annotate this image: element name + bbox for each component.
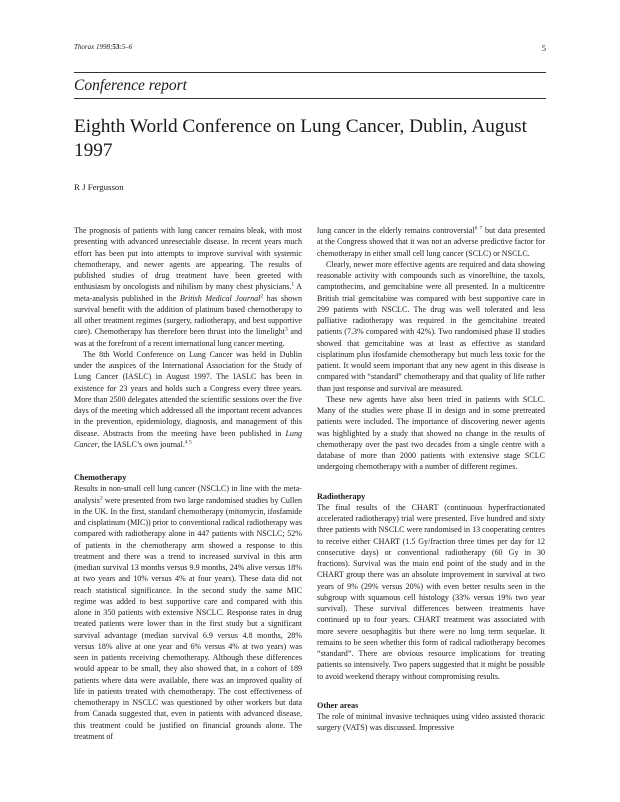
text-run: The prognosis of patients with lung cancer remains bleak, with most presenting with advanced unresectable disease. In recent years much effort has been put into attempts to improve survival with systemic chemotherapy, and newer agents are appearing. The results of published studies of drug treatment have been greeted with enthusiasm by oncologists and nihilism by many chest physicians. [74,226,302,292]
ref-sup: 6 7 [474,225,483,232]
other-areas-heading: Other areas [317,700,359,710]
text-run: lung cancer in the elderly remains controversial [317,226,475,235]
text-run: but data presented at the Congress showed that it was not an adverse predictive factor for chemotherapy in either small cell lung cancer (SCLC) or NSCLC. [317,226,546,258]
elderly-paragraph [317,225,545,259]
ref-sup: 3 [285,326,288,333]
ref-sup: 2 [260,292,264,299]
running-header-citation [74,43,132,51]
citation-year: 1998; [95,43,113,51]
journal-italic: British Medical Journal [179,293,261,303]
ref-sup: 2 [99,494,103,501]
author: R J Fergusson [74,182,124,192]
intro-paragraph-1 [74,225,302,349]
radiotherapy-paragraph: The final results of the CHART (continuous hyperfractionated accelerated radiotherapy) trial were presented. Five hundred and sixty three patients with NSCLC were randomised in 13 cooperating centres to receive either CHART (1.5 Gy/fraction three times per day for 12 consecutive days) or conventional radiotherapy (60 Gy in 30 fractions). Survival was the main end point of the study and in the CHART group there was an absolute improvement in survival at two years of 9% (29% versus 20%) with even better results seen in the subgroup with squamous cell histology (33% versus 19% two year survival). These survival differences between treatments have continued up to four years. CHART treatment was associated with more severe oesophagitis but there were no long term sequelae. It remains to be seen whether this form of radical radiotherapy becomes “standard”. There are obvious resource implications for treating patients so intensively. Two papers suggested that it might be possible to avoid weekend therapy without compromising results. [317,502,545,681]
article-title: Eighth World Conference on Lung Cancer, Dublin, August 1997 [74,116,528,161]
right-column [317,225,545,734]
journal-italic: Lung Cancer [74,428,302,449]
left-column [74,225,302,742]
chemotherapy-paragraph [74,483,302,742]
ref-sup: 1 [291,281,295,288]
sclc-agents-paragraph: These new agents have also been tried in patients with SCLC. Many of the studies were phase II in design and in some pretreated patients were included. The importance of discovering newer agents was highlighted by a study that showed no change in the results of chemotherapy over the past two decades from a single centre with a database of more than 2000 patients with extensive stage SCLC undergoing chemotherapy with a number of different regimes. [317,394,545,472]
text-run: , the IASLC’s own journal. [97,439,185,449]
journal-name: Thorax [74,43,95,51]
header-rule [74,72,546,73]
citation-volume: 53 [112,43,120,51]
text-run: were presented from two large randomised studies by Cullen in the UK. In the first, standard chemotherapy (mitomycin, ifosfamide and cisplatinum (MIC)) prior to conventional radical radiotherapy was compared with radiotherapy alone in 447 patients with NSCLC; 52% of patients in the chemotherapy arm showed a response to this treatment and there was a trend to increased survival in this arm (median survival 13 months versus 9.9 months, 24% alive versus 18% at two years and 10% versus 4% at four years). These data did not reach statistical significance. In the second study the same MIC regime was added to best supportive care and compared with this alone in 350 patients with extensive NSCLC. Response rates in drug treated patients were lower than in the first study but a significant survival advantage (median survival 6.9 versus 4.8 months, 28% versus 18% alive at one year and 6% versus 4% at two years) was seen in patients receiving chemotherapy. Although these differences would appear to be small, they also showed that, in a cohort of 189 patients where data were available, there was an improved quality of life in patients treated with chemotherapy. The cost effectiveness of chemotherapy in NSCLC was questioned by other workers but data from Canada suggested that, even in patients with advanced disease, this treatment could be justified on financial grounds alone. The treatment of [74,495,302,741]
text-run: The 8th World Conference on Lung Cancer was held in Dublin under the auspices of the International Association for the Study of Lung Cancer (IASLC) in August 1997. The IASLC has been in existence for 23 years and holds such a Congress every three years. More than 2500 delegates attended the scientific sessions over the five days of the meeting which addressed all the important recent advances in the prevention, epidemiology, diagnosis, and management of this disease. Abstracts from the meeting have been published in [74,349,302,438]
citation-pages: :5–6 [119,43,133,51]
other-areas-paragraph: The role of minimal invasive techniques using video assisted thoracic surgery (VATS) was discussed. Impressive [317,712,545,733]
text-run: Results in non-small cell lung cancer (NSCLC) in line with the meta-analysis [74,484,302,505]
text-run: and was at the forefront of a recent international lung cancer meeting. [74,327,302,348]
new-agents-paragraph: Clearly, newer more effective agents are required and data showing reasonable activity with compounds such as vinorelbine, the taxols, camptothecins, and gemcitabine were all presented. In a multicentre British trial gemcitabine was compared with best supportive care in 299 patients with NSCLC. The drug was well tolerated and less palliative radiotherapy was required in the gemcitabine treated patients (7.3% compared with 42%). Two randomised phase II studies showed that gemcitabine was at least as effective as standard cisplatinum plus ifosfamide chemotherapy but much less toxic for the patient. It would seem important that any new agent in this disease is compared with “standard” chemotherapy and that quality of life rather than just response and survival are measured. [317,259,545,393]
ref-sup: 4 5 [184,439,192,446]
section-rule [74,98,546,99]
chemotherapy-heading: Chemotherapy [74,473,127,482]
intro-paragraph-2 [74,349,302,450]
section-label: Conference report [74,77,187,94]
radiotherapy-heading: Radiotherapy [317,491,366,501]
text-run: has shown survival benefit with the addition of platinum based chemotherapy to all other treatment regimes (surgery, radiotherapy, and best supportive care). Chemotherapy has therefore been thrust into the limelight [74,293,302,337]
page-number: 5 [541,43,546,53]
text-run: A meta-analysis published in the [74,282,302,303]
